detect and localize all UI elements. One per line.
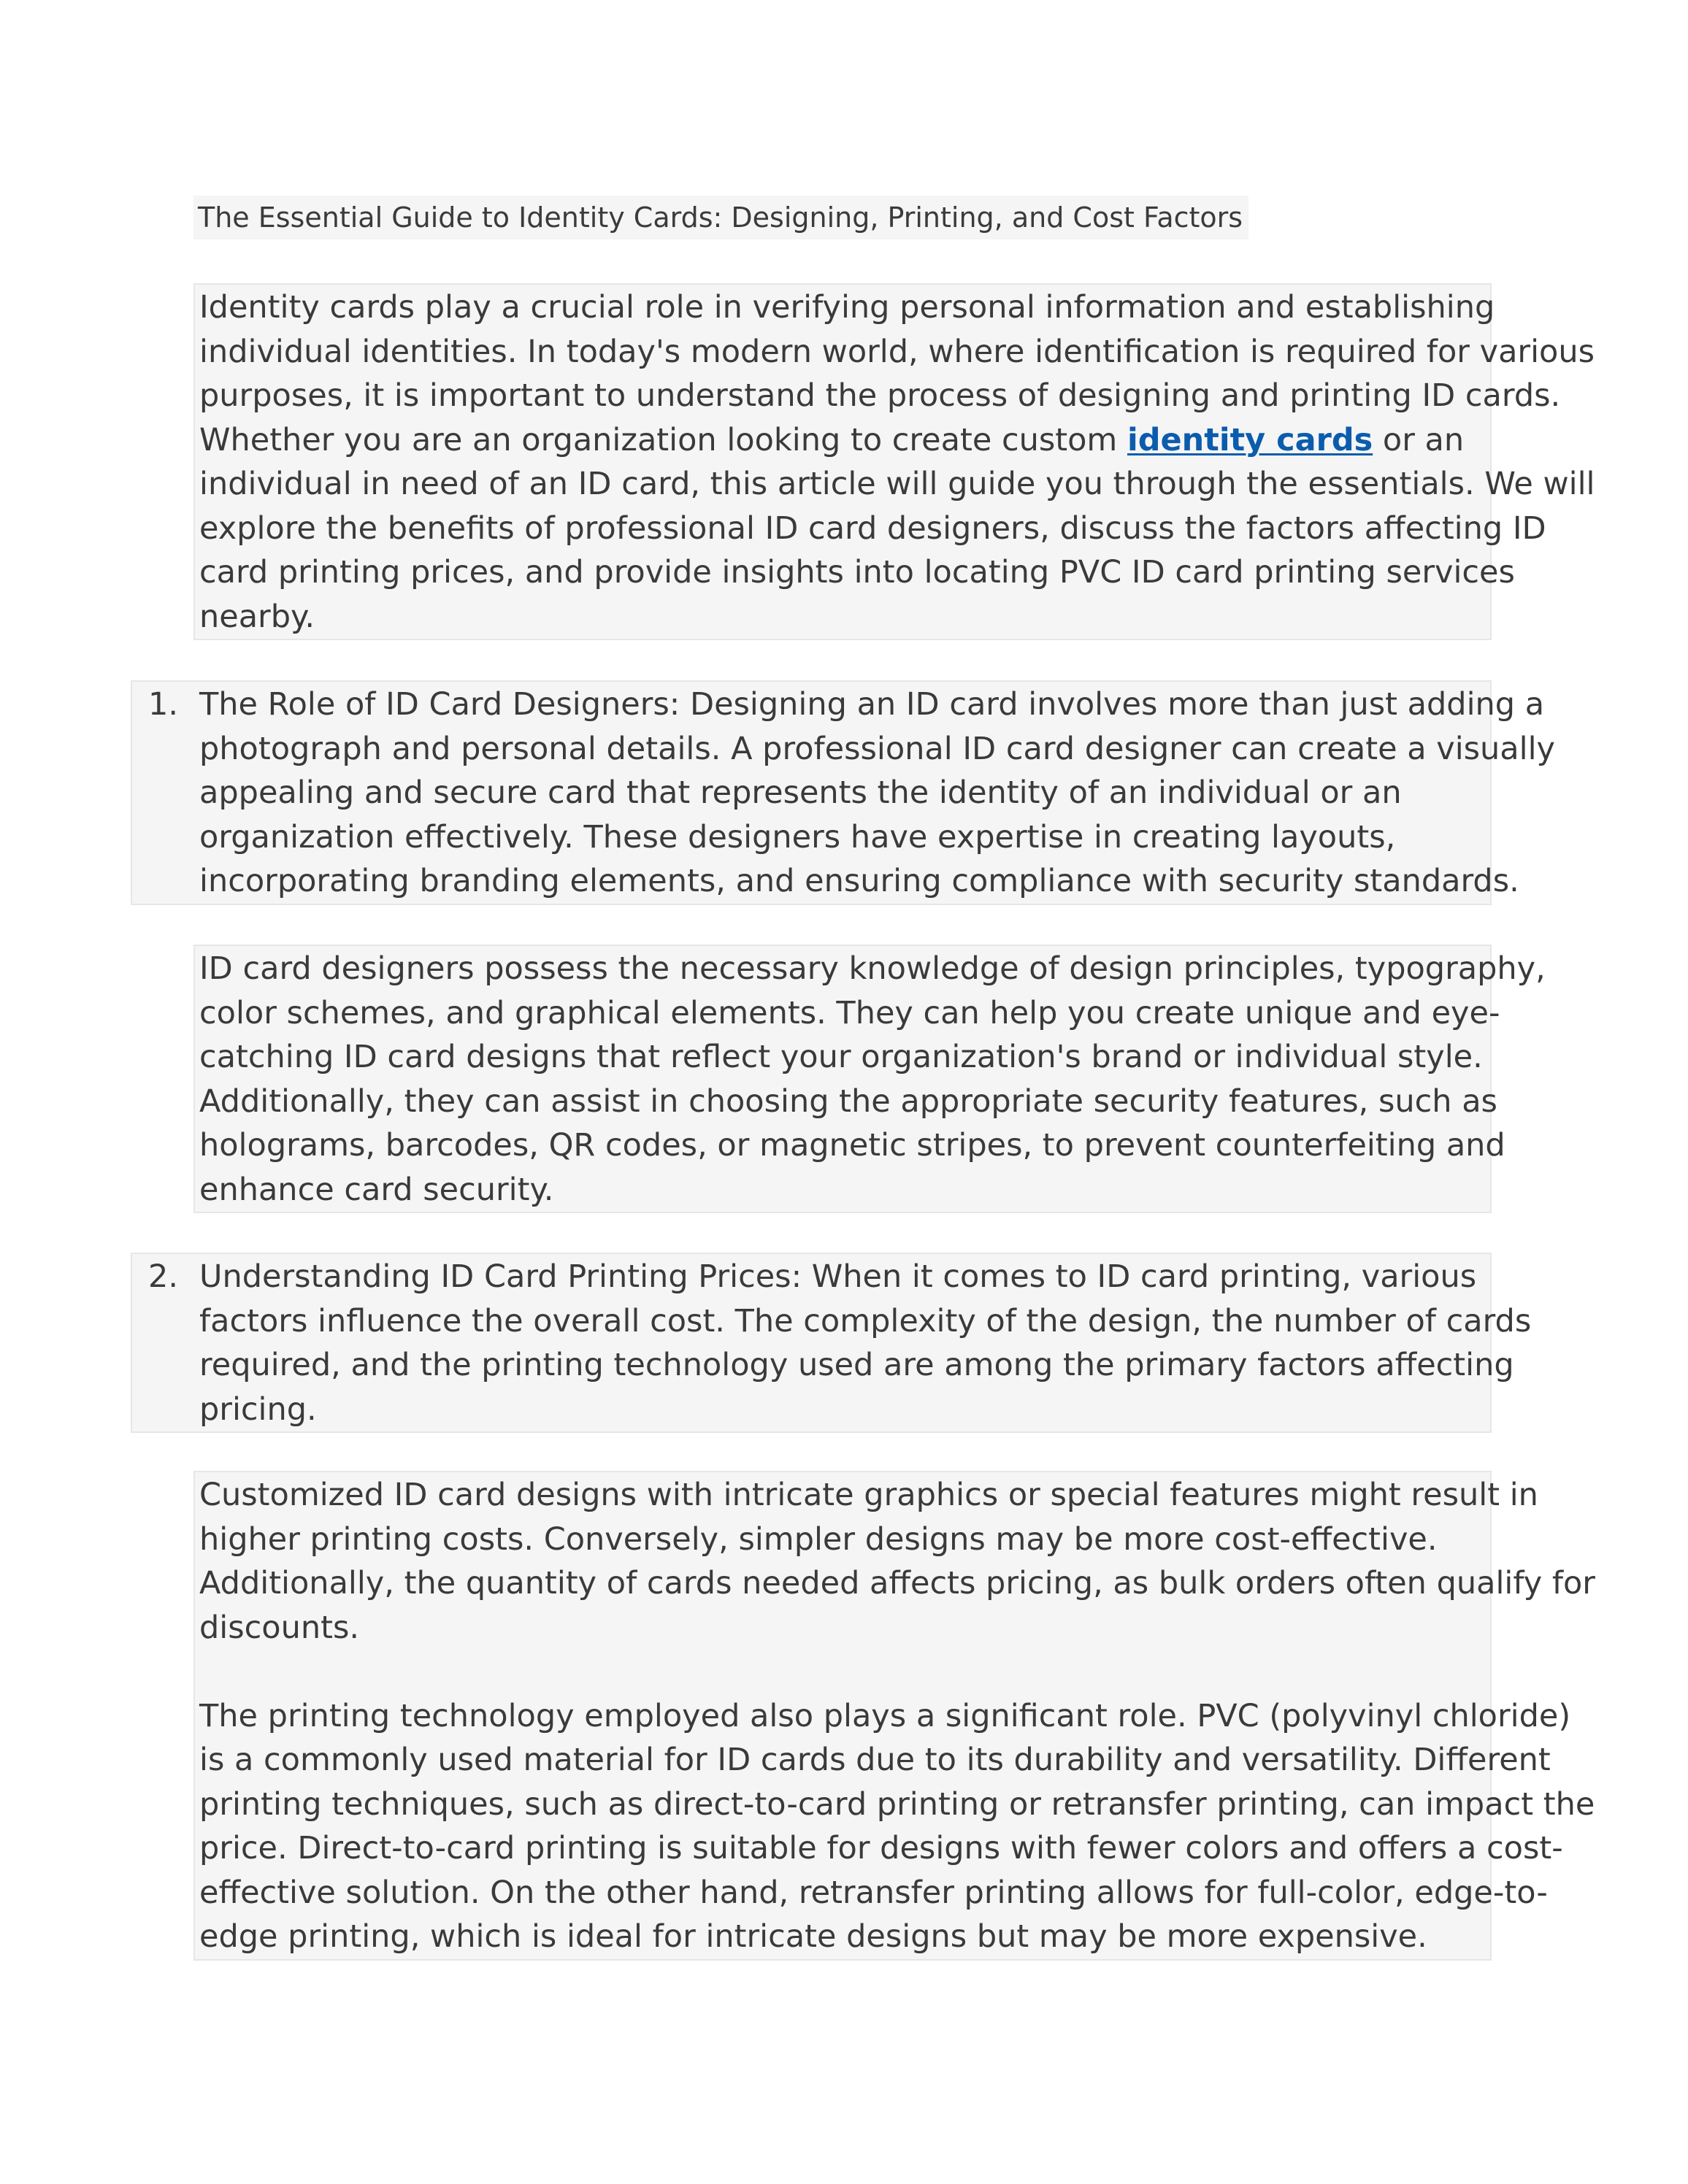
list-item-line: incorporating branding elements, and ensuring compliance with security standards. <box>199 863 1519 899</box>
paragraph-line: edge printing, which is ideal for intricate designs but may be more expensive. <box>199 1918 1427 1955</box>
list-item-line: The Role of ID Card Designers: Designing an ID card involves more than just adding a <box>199 686 1545 723</box>
paragraph-line: is a commonly used material for ID cards due to its durability and versatility. Different <box>199 1742 1551 1778</box>
paragraph-line: price. Direct-to-card printing is suitable for designs with fewer colors and offers a cost- <box>199 1830 1563 1866</box>
intro-line: individual identities. In today's modern world, where identification is required for various <box>199 333 1595 370</box>
intro-link-line-before: Whether you are an organization looking to create custom <box>199 421 1127 458</box>
intro-line: nearby. <box>199 598 315 635</box>
identity-cards-link[interactable]: identity cards <box>1127 421 1373 458</box>
paragraph-line: effective solution. On the other hand, retransfer printing allows for full-color, edge-to- <box>199 1874 1548 1911</box>
document-title: The Essential Guide to Identity Cards: Designing, Printing, and Cost Factors <box>193 196 1248 239</box>
list-item-printing-prices <box>131 1253 1532 1433</box>
list-marker: 2. <box>148 1258 179 1295</box>
paragraph-line: discounts. <box>199 1609 360 1646</box>
paragraph-line: printing techniques, such as direct-to-card printing or retransfer printing, can impact the <box>199 1785 1595 1823</box>
list-item-line: organization effectively. These designers have expertise in creating layouts, <box>199 818 1396 855</box>
list-item-line: pricing. <box>199 1391 317 1428</box>
paragraph-line: color schemes, and graphical elements. They can help you create unique and eye- <box>199 994 1500 1031</box>
intro-paragraph <box>193 283 1595 640</box>
paragraph-line: higher printing costs. Conversely, simpler designs may be more cost-effective. <box>199 1520 1438 1558</box>
list-item-line: factors influence the overall cost. The complexity of the design, the number of cards <box>199 1302 1532 1339</box>
pricing-paragraph <box>193 1471 1595 1961</box>
paragraph-line: Additionally, they can assist in choosing the appropriate security features, such as <box>199 1083 1497 1120</box>
intro-line: card printing prices, and provide insights into locating PVC ID card printing services <box>199 554 1515 591</box>
paragraph-line: holograms, barcodes, QR codes, or magnetic stripes, to prevent counterfeiting and <box>199 1127 1505 1164</box>
paragraph-line: enhance card security. <box>199 1171 554 1208</box>
paragraph-line: ID card designers possess the necessary knowledge of design principles, typography, <box>199 950 1546 987</box>
intro-line: purposes, it is important to understand the process of designing and printing ID cards. <box>199 377 1561 414</box>
paragraph-line: catching ID card designs that reflect your organization's brand or individual style. <box>199 1039 1483 1075</box>
intro-line: explore the benefits of professional ID card designers, discuss the factors affecting ID <box>199 510 1546 547</box>
intro-link-line <box>199 418 1484 463</box>
paragraph-line: Additionally, the quantity of cards needed affects pricing, as bulk orders often qualify for <box>199 1565 1595 1602</box>
paragraph-line: Customized ID card designs with intricate graphics or special features might result in <box>199 1477 1538 1513</box>
intro-line: individual in need of an ID card, this article will guide you through the essentials. We will <box>199 466 1595 502</box>
designers-paragraph <box>193 945 1546 1213</box>
paragraph-line: The printing technology employed also plays a significant role. PVC (polyvinyl chloride) <box>199 1697 1571 1734</box>
list-marker: 1. <box>148 686 179 723</box>
intro-link-line-after: or an <box>1373 421 1465 458</box>
intro-line: Identity cards play a crucial role in verifying personal information and establishing <box>199 289 1495 326</box>
list-item-line: Understanding ID Card Printing Prices: When it comes to ID card printing, various <box>199 1258 1477 1295</box>
list-item-line: required, and the printing technology used are among the primary factors affecting <box>199 1347 1514 1383</box>
list-item-line: photograph and personal details. A professional ID card designer can create a visually <box>199 730 1555 767</box>
paragraph-break <box>199 1650 1484 1694</box>
list-item-line: appealing and secure card that represents the identity of an individual or an <box>199 774 1402 811</box>
list-item-designers <box>131 680 1555 905</box>
